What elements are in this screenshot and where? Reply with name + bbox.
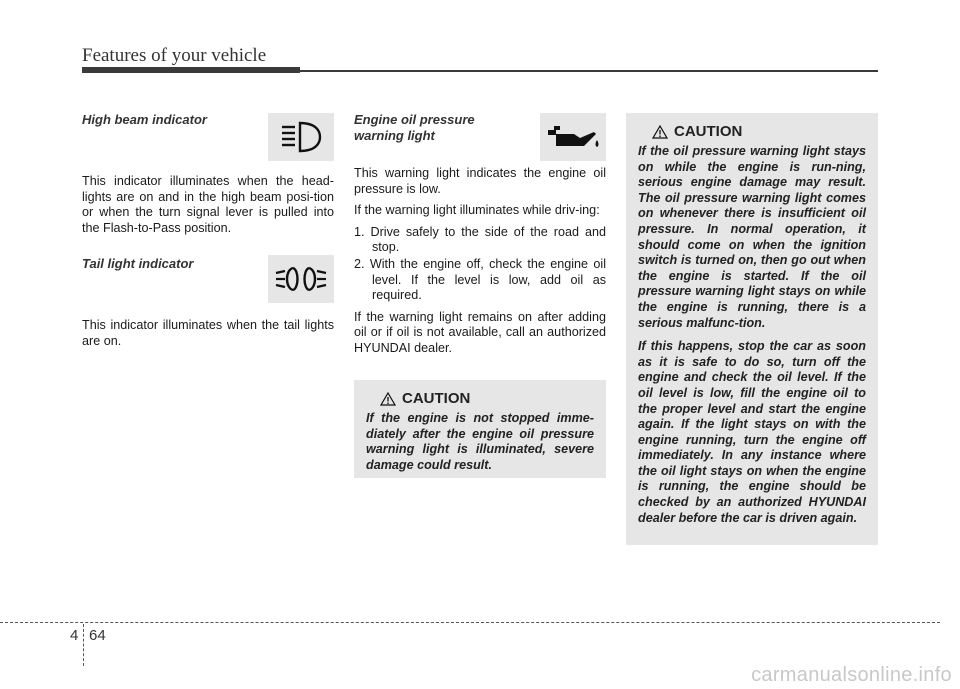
oil-can-icon-box xyxy=(540,113,606,161)
tail-light-icon-box xyxy=(268,255,334,303)
warning-triangle-icon xyxy=(652,125,668,139)
caution-text-2: If this happens, stop the car as soon as it is safe to do so, turn off the engine and check the oil level. If the oil level is low, fill the engine oil to the proper level and start the engine again. If the light stays on with the engine running, turn the engine off immediately. In any instance where the oil light stays on when the engine is running, the engine should be checked by an authorized HYUNDAI dealer before the car is driven again. xyxy=(638,339,866,525)
caution-heading xyxy=(366,390,594,407)
caution-box-large xyxy=(626,113,878,545)
caution-heading xyxy=(638,123,866,140)
tail-light-icon xyxy=(273,264,329,294)
caution-text: If the engine is not stopped imme-diately after the engine oil pressure warning light is illuminated, severe damage could result. xyxy=(366,411,594,472)
page-header-title: Features of your vehicle xyxy=(82,45,267,66)
high-beam-body: This indicator illuminates when the head-lights are on and in the high beam posi-tion or when the turn signal lever is pulled into the Flash-to-Pass position. xyxy=(82,174,334,235)
watermark: carmanualsonline.info xyxy=(751,664,952,686)
header-rule-thin xyxy=(300,70,878,72)
footer-chapter-number: 4 xyxy=(70,627,79,644)
caution-text-1: If the oil pressure warning light stays on while the engine is run-ning, serious engine damage may result. The oil pressure warning light comes on whenever there is insufficient oil pressure. In normal operation, it should come on when the ignition switch is turned on, then go out when the engine is started. If the oil pressure warning light stays on while the engine is running, there is a serious malfunc-tion. xyxy=(638,144,866,330)
oil-pressure-para3: If the warning light remains on after adding oil or if oil is not available, call an authorized HYUNDAI dealer. xyxy=(354,309,606,355)
caution-label: CAUTION xyxy=(402,390,471,407)
high-beam-icon xyxy=(276,119,326,155)
oil-pressure-para2: If the warning light illuminates while driv-ing: xyxy=(354,203,600,218)
tail-light-body: This indicator illuminates when the tail lights are on. xyxy=(82,318,334,348)
caution-box-small xyxy=(354,380,606,478)
footer-rule xyxy=(0,622,940,623)
list-item: 1. Drive safely to the side of the road and stop. xyxy=(354,224,606,255)
oil-can-icon xyxy=(544,122,602,152)
oil-pressure-steps xyxy=(354,225,606,304)
high-beam-icon-box xyxy=(268,113,334,161)
caution-label: CAUTION xyxy=(674,123,743,140)
warning-triangle-icon xyxy=(380,392,396,406)
header-rule-thick xyxy=(82,67,300,73)
oil-pressure-title-line2: warning light xyxy=(354,128,435,143)
oil-pressure-title-line1: Engine oil pressure xyxy=(354,112,475,127)
footer-page-number: 64 xyxy=(89,627,106,644)
tail-light-title: Tail light indicator xyxy=(82,256,194,272)
oil-pressure-para1: This warning light indicates the engine oil pressure is low. xyxy=(354,166,606,196)
list-item: 2. With the engine off, check the engine oil level. If the level is low, add oil as required. xyxy=(354,256,606,303)
high-beam-title: High beam indicator xyxy=(82,112,207,127)
footer-divider xyxy=(83,624,84,666)
